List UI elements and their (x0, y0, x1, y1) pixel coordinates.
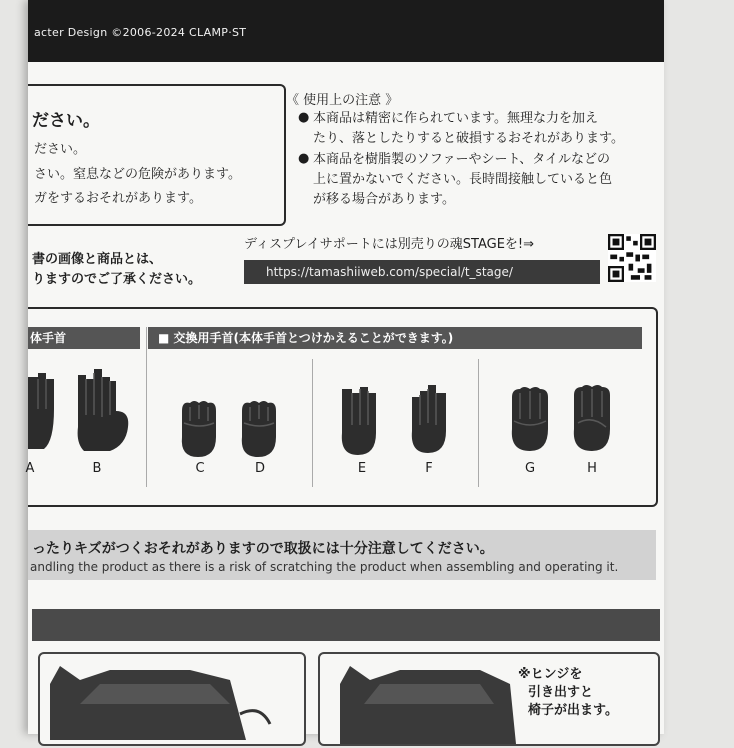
header-bar (28, 0, 664, 62)
hand-part-c (178, 401, 220, 457)
copyright-text: acter Design ©2006-2024 CLAMP·ST (34, 26, 247, 39)
warning-title: ださい。 (32, 111, 100, 131)
hinge-note-line: ※ヒンジを (518, 667, 583, 682)
hand-label-d: D (254, 461, 265, 476)
image-note-line: 書の画像と商品とは、 (32, 252, 163, 267)
warning-line: さい。窒息などの危険があります。 (34, 167, 241, 182)
hinge-note (518, 666, 618, 720)
warning-line: ださい。 (34, 142, 87, 157)
warning-box (28, 84, 286, 226)
hand-part-h (570, 385, 614, 455)
hand-label-h: H (587, 461, 597, 476)
caution-line: たり、落としたりすると破損するおそれがあります。 (313, 131, 624, 146)
warning-line: ガをするおそれがあります。 (34, 191, 202, 206)
hand-part-a (28, 371, 56, 453)
hand-label-e: E (357, 461, 367, 476)
hinge-note-line: 引き出すと (528, 685, 594, 700)
image-note-line: りますのでご了承ください。 (32, 272, 202, 287)
caution-line: 本商品を樹脂製のソファーやシート、タイルなどの (313, 152, 611, 167)
hand-part-b (74, 369, 130, 455)
hand-label-b: B (92, 461, 102, 476)
caution-line: 上に置かないでください。長時間接触していると色 (313, 172, 613, 187)
divider (146, 327, 147, 487)
hand-label-f: F (425, 461, 433, 476)
stage-url[interactable]: https://tamashiiweb.com/special/t_stage/ (244, 260, 600, 284)
qr-code-icon[interactable] (608, 234, 656, 282)
hand-label-a: A (25, 461, 35, 476)
bullet-icon: ● (298, 110, 310, 125)
scratch-notice-en: andling the product as there is a risk of scratching the product when assembling and operating it. (30, 560, 619, 574)
figure-illustration (40, 654, 304, 744)
hand-part-f (408, 383, 450, 455)
hand-part-e (338, 383, 380, 455)
assembly-panel-left (38, 652, 306, 746)
body-hands-header: 体手首 (28, 327, 140, 349)
bullet-icon: ● (298, 151, 310, 166)
hand-part-g (508, 387, 552, 455)
scratch-notice (28, 530, 656, 580)
figure-illustration (320, 654, 520, 744)
caution-line: が移る場合があります。 (313, 192, 455, 207)
stage-promo-text: ディスプレイサポートには別売りの魂STAGEを!⇒ (244, 237, 535, 252)
divider (478, 359, 479, 487)
caution-line: 本商品は精密に作られています。無理な力を加え (313, 111, 598, 126)
hand-label-c: C (195, 461, 205, 476)
step-header-bar (32, 609, 660, 641)
exchange-hands-header: ■ 交換用手首(本体手首とつけかえることができます。) (148, 327, 642, 349)
instruction-sheet (25, 0, 664, 734)
scratch-notice-jp: ったりキズがつくおそれがありますので取扱には十分注意してください。 (32, 541, 494, 557)
divider (312, 359, 313, 487)
hand-parts-box (25, 307, 658, 507)
caution-heading: 《 使用上の注意 》 (286, 93, 399, 108)
hinge-note-line: 椅子が出ます。 (528, 703, 618, 718)
hand-label-g: G (524, 461, 536, 476)
hand-part-d (238, 401, 280, 457)
